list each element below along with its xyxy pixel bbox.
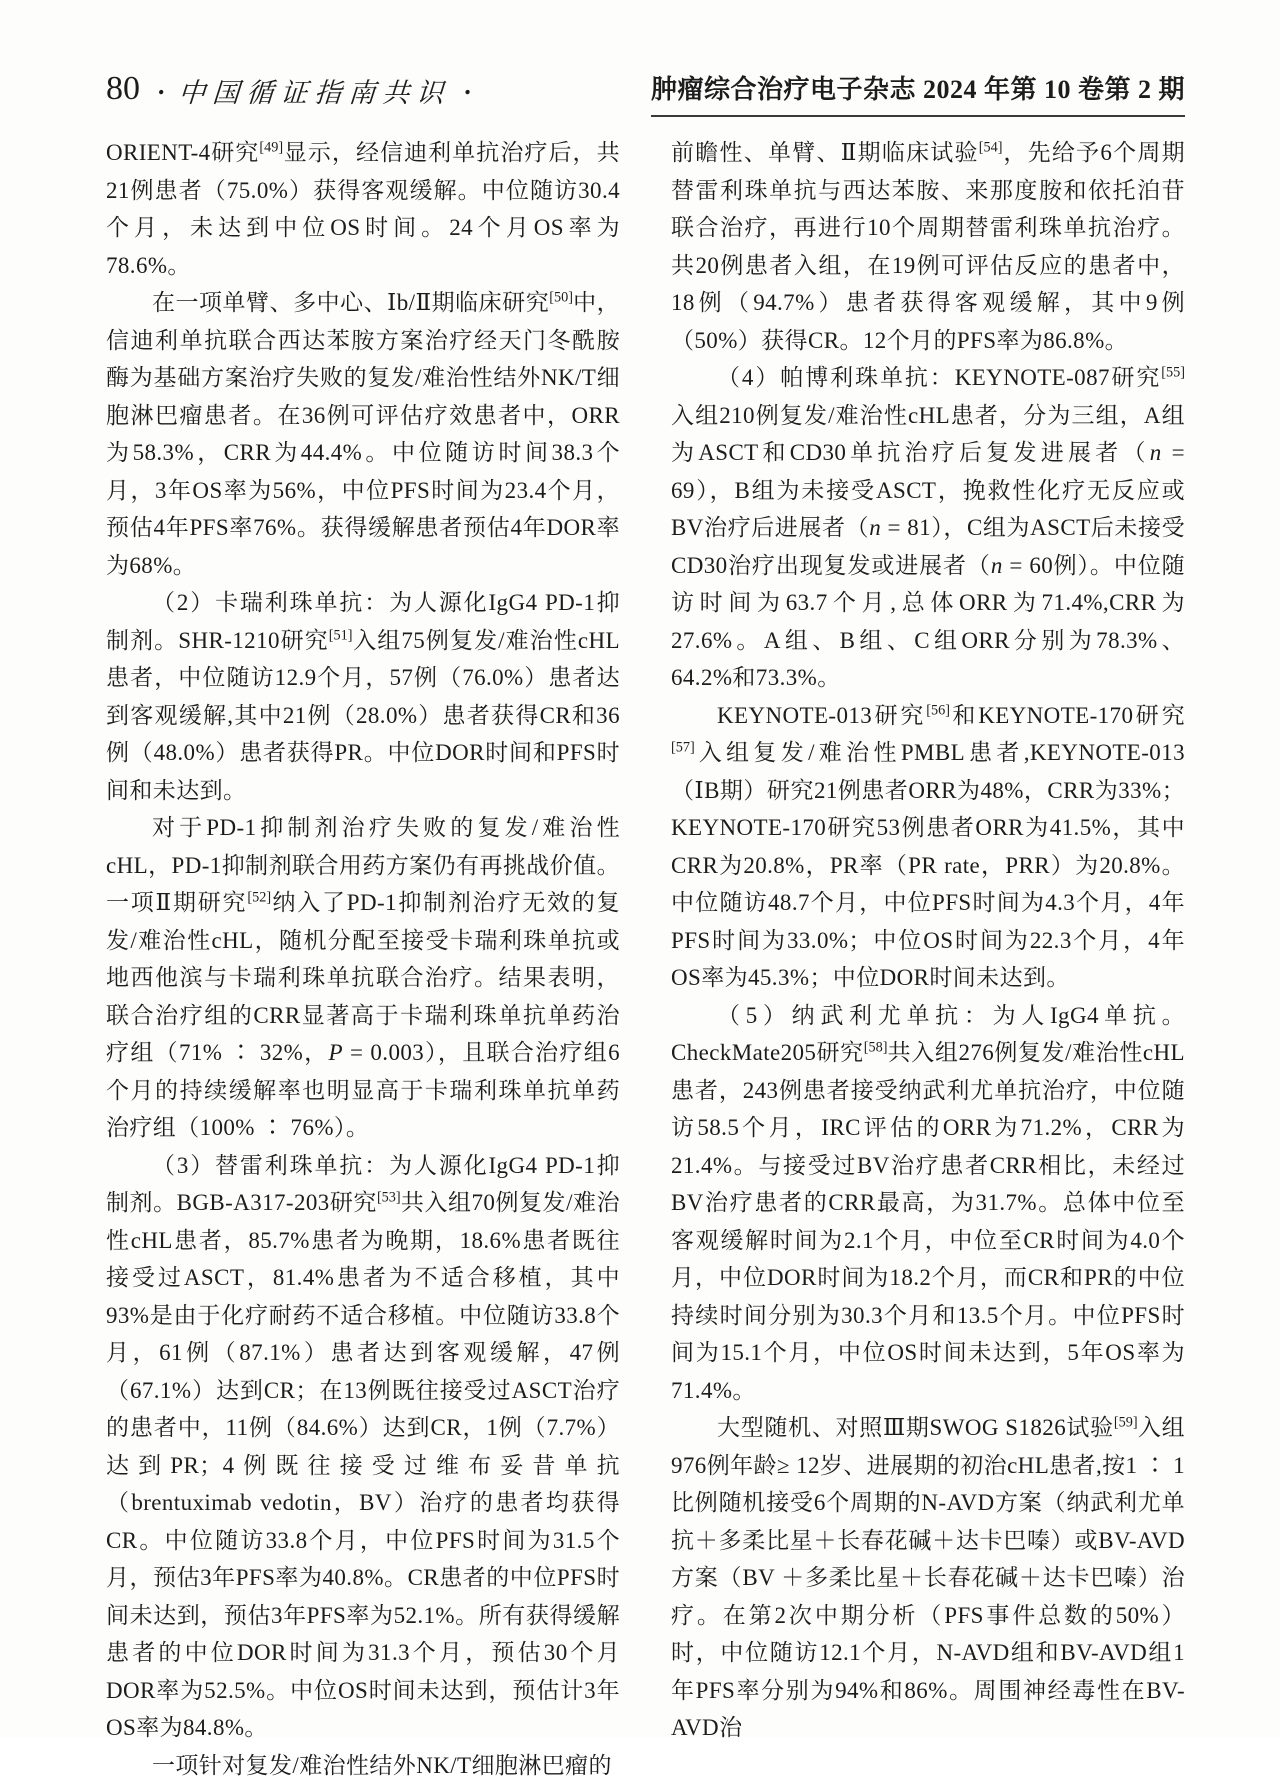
citation-ref: [57] (671, 739, 695, 755)
bullet-icon: • (464, 82, 472, 100)
paragraph: 大型随机、对照Ⅲ期SWOG S1826试验[59]入组976例年龄≥ 12岁、进展期的初治cHL患者,按1 ∶ 1比例随机接受6个周期的N-AVD方案（纳武利尤单抗＋多柔比星＋长春花碱＋达卡巴嗪）或BV-AVD方案（BV ＋多柔比星＋长春花碱＋达卡巴嗪）治疗。在第2次中期分析（PFS事件总数的50%）时，中位随访12.1个月，N-AVD组和BV-AVD组1年PFS率分别为94%和86%。周围神经毒性在BV-AVD治 (671, 1409, 1185, 1747)
paragraph: ORIENT-4研究[49]显示，经信迪利单抗治疗后，共21例患者（75.0%）获得客观缓解。中位随访30.4个月，未达到中位OS时间。24个月OS率为78.6%。 (106, 134, 620, 284)
paragraph: KEYNOTE-013研究[56]和KEYNOTE-170研究[57]入组复发/难治性PMBL患者,KEYNOTE-013（ⅠB期）研究21例患者ORR为48%，CRR为33%；KEYNOTE-170研究53例患者ORR为41.5%，其中CRR为20.8%，PR率（PR rate，PRR）为20.8%。中位随访48.7个月，中位PFS时间为4.3个月，4年PFS时间为33.0%；中位OS时间为22.3个月，4年OS率为45.3%；中位DOR时间未达到。 (671, 697, 1185, 997)
section-title (157, 80, 472, 107)
paragraph: 对于PD-1抑制剂治疗失败的复发/难治性cHL，PD-1抑制剂联合用药方案仍有再挑战价值。一项Ⅱ期研究[52]纳入了PD-1抑制剂治疗无效的复发/难治性cHL，随机分配至接受卡瑞利珠单抗或地西他滨与卡瑞利珠单抗联合治疗。结果表明，联合治疗组的CRR显著高于卡瑞利珠单抗单药治疗组（71% ∶ 32%，P = 0.003），且联合治疗组6个月的持续缓解率也明显高于卡瑞利珠单抗单药治疗组（100% ∶ 76%）。 (106, 809, 620, 1147)
paragraph: （2）卡瑞利珠单抗：为人源化IgG4 PD-1抑制剂。SHR-1210研究[51]入组75例复发/难治性cHL患者，中位随访12.9个月，57例（76.0%）患者达到客观缓解,其中21例（28.0%）患者获得CR和36例（48.0%）患者获得PR。中位DOR时间和PFS时间和未达到。 (106, 584, 620, 809)
paragraph: 前瞻性、单臂、Ⅱ期临床试验[54]，先给予6个周期替雷利珠单抗与西达苯胺、来那度胺和依托泊苷联合治疗，再进行10个周期替雷利珠单抗治疗。共20例患者入组，在19例可评估反应的患者中，18例（94.7%）患者获得客观缓解，其中9例（50%）获得CR。12个月的PFS率为86.8%。 (671, 134, 1185, 359)
citation-ref: [52] (247, 889, 271, 905)
citation-ref: [54] (979, 139, 1003, 155)
citation-ref: [59] (1114, 1414, 1138, 1430)
citation-ref: [50] (549, 289, 573, 305)
paragraph: （4）帕博利珠单抗：KEYNOTE-087研究[55]入组210例复发/难治性cHL患者，分为三组，A组为ASCT和CD30单抗治疗后复发进展者（n = 69），B组为未接受ASCT，挽救性化疗无反应或BV治疗后进展者（n = 81），C组为ASCT后未接受CD30治疗出现复发或进展者（n = 60例）。中位随访时间为63.7个月,总体ORR为71.4%,CRR为27.6%。A组、B组、C组ORR分别为78.3%、64.2%和73.3%。 (671, 359, 1185, 697)
page-header (106, 72, 1185, 117)
paragraph: 一项针对复发/难治性结外NK/T细胞淋巴瘤的 (106, 1747, 620, 1784)
paragraph: （5）纳武利尤单抗：为人IgG4单抗。CheckMate205研究[58]共入组276例复发/难治性cHL患者，243例患者接受纳武利尤单抗治疗，中位随访58.5个月，IRC评估的ORR为71.2%，CRR为21.4%。与接受过BV治疗患者CRR相比，未经过BV治疗患者的CRR最高，为31.7%。总体中位至客观缓解时间为2.1个月，中位至CR时间为4.0个月，中位DOR时间为18.2个月，而CR和PR的中位持续时间分别为30.3个月和13.5个月。中位PFS时间为15.1个月，中位OS时间未达到，5年OS率为71.4%。 (671, 997, 1185, 1410)
page-number: 80 (106, 72, 140, 106)
citation-ref: [55] (1161, 364, 1185, 380)
article-body (106, 134, 1185, 1784)
journal-title: 肿瘤综合治疗电子杂志 2024 年第 10 卷第 2 期 (651, 74, 1185, 116)
paragraph: 在一项单臂、多中心、Ⅰb/Ⅱ期临床研究[50]中，信迪利单抗联合西达苯胺方案治疗经天门冬酰胺酶为基础方案治疗失败的复发/难治性结外NK/T细胞淋巴瘤患者。在36例可评估疗效患者中，ORR为58.3%，CRR为44.4%。中位随访时间38.3个月，3年OS率为56%，中位PFS时间为23.4个月，预估4年PFS率76%。获得缓解患者预估4年DOR率为68%。 (106, 284, 620, 584)
citation-ref: [56] (926, 702, 950, 718)
paragraph: （3）替雷利珠单抗：为人源化IgG4 PD-1抑制剂。BGB-A317-203研究[53]共入组70例复发/难治性cHL患者，85.7%患者为晚期，18.6%患者既往接受过ASCT，81.4%患者为不适合移植，其中93%是由于化疗耐药不适合移植。中位随访33.8个月，61例（87.1%）患者达到客观缓解，47例（67.1%）达到CR；在13例既往接受过ASCT治疗的患者中，11例（84.6%）达到CR，1例（7.7%）达到PR；4例既往接受过维布妥昔单抗（brentuximab vedotin，BV）治疗的患者均获得CR。中位随访33.8个月，中位PFS时间为31.5个月，预估3年PFS率为40.8%。CR患者的中位PFS时间未达到，预估3年PFS率为52.1%。所有获得缓解患者的中位DOR时间为31.3个月，预估30个月DOR率为52.5%。中位OS时间未达到，预估计3年OS率为84.8%。 (106, 1147, 620, 1747)
column-left (106, 134, 620, 1784)
citation-ref: [49] (259, 139, 283, 155)
bullet-icon: • (158, 82, 166, 100)
column-right (671, 134, 1185, 1784)
header-left (106, 72, 471, 117)
citation-ref: [51] (329, 627, 353, 643)
citation-ref: [53] (377, 1189, 401, 1205)
citation-ref: [58] (864, 1039, 888, 1055)
section-title-text: 中国循证指南共识 (177, 80, 451, 107)
